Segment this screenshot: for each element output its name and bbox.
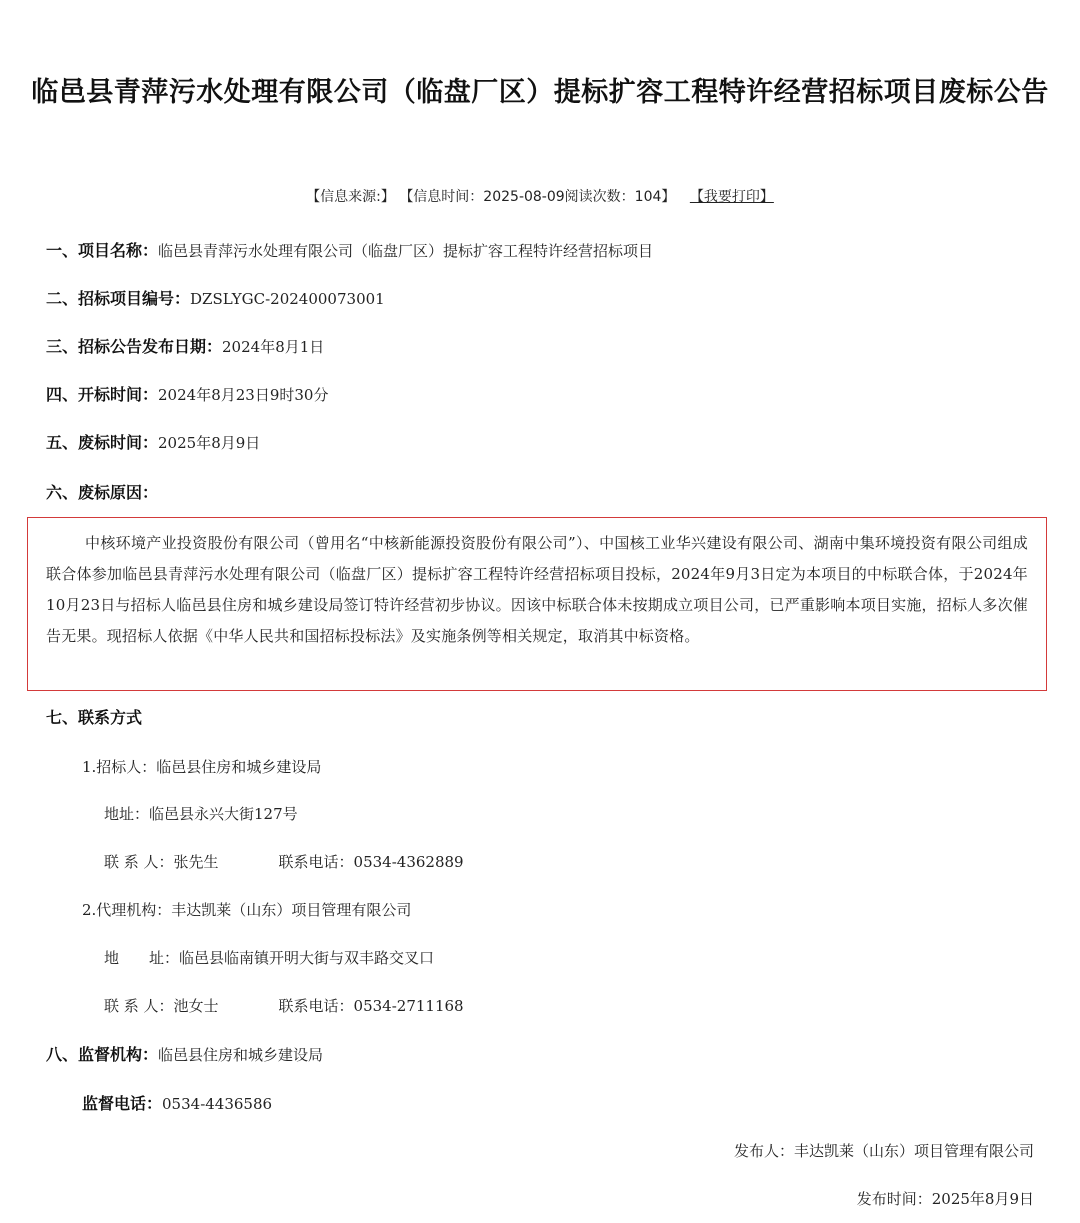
supervision-value: 临邑县住房和城乡建设局 [158,1046,324,1064]
item-bid-opening-time [46,382,328,408]
item-value: 2024年8月1日 [222,338,325,356]
publish-time: 发布时间：2025年8月9日 [856,1190,1034,1208]
item-label: 六、废标原因： [46,483,159,502]
tenderer-contact-row [104,849,464,875]
contact-heading-label: 七、联系方式 [46,708,143,727]
contact-heading [46,705,142,731]
agency-person: 联 系 人：池女士 [104,997,219,1015]
supervision-phone-label: 监督电话： [82,1094,163,1113]
item-project-number [46,286,385,312]
tenderer-person: 联 系 人：张先生 [104,853,219,871]
supervision-row [46,1042,323,1068]
item-label: 二、招标项目编号： [46,289,191,308]
item-cancel-time [46,430,260,456]
cancel-reason-box [27,517,1047,691]
page-title: 临邑县青萍污水处理有限公司（临盘厂区）提标扩容工程特许经营招标项目废标公告 [31,77,1049,108]
supervision-phone-row [82,1091,272,1117]
print-link[interactable]: 【我要打印】 [689,189,774,205]
agency-line: 2.代理机构：丰达凯莱（山东）项目管理有限公司 [82,901,412,919]
publisher: 发布人：丰达凯莱（山东）项目管理有限公司 [733,1142,1034,1160]
supervision-phone-value: 0534-4436586 [162,1095,273,1113]
item-project-name [46,238,653,264]
item-cancel-reason [46,480,158,506]
tenderer-phone: 联系电话：0534-4362889 [278,853,464,871]
info-source: 【信息来源:】 [306,189,395,205]
item-label: 四、开标时间： [46,385,159,404]
tenderer-address: 地址：临邑县永兴大街127号 [104,805,298,823]
item-value: 临邑县青萍污水处理有限公司（临盘厂区）提标扩容工程特许经营招标项目 [158,242,654,260]
agency-address: 地 址：临邑县临南镇开明大街与双丰路交叉口 [104,949,435,967]
info-time: 【信息时间：2025-08-09阅读次数：104】 [399,189,676,205]
item-publish-date [46,334,324,360]
tenderer-line: 1.招标人：临邑县住房和城乡建设局 [82,758,322,776]
item-value: DZSLYGC-202400073001 [190,290,385,308]
item-value: 2024年8月23日9时30分 [158,386,329,404]
item-value: 2025年8月9日 [158,434,261,452]
supervision-label: 八、监督机构： [46,1045,159,1064]
cancel-reason-text: 中核环境产业投资股份有限公司（曾用名“中核新能源投资股份有限公司”）、中国核工业华兴建设有限公司、湖南中集环境投资有限公司组成联合体参加临邑县青萍污水处理有限公司（临盘厂区）提标扩容工程特许经营招标项目投标，2024年9月3日定为本项目的中标联合体，于2024年10月23日与招标人临邑县住房和城乡建设局签订特许经营初步协议。因该中标联合体未按期成立项目公司，已严重影响本项目实施，招标人多次催告无果。现招标人依据《中华人民共和国招标投标法》及实施条例等相关规定，取消其中标资格。 [46,534,1028,645]
item-label: 五、废标时间： [46,433,159,452]
item-label: 三、招标公告发布日期： [46,337,223,356]
agency-contact-row [104,993,464,1019]
agency-phone: 联系电话：0534-2711168 [278,997,464,1015]
item-label: 一、项目名称： [46,241,159,260]
info-meta-bar [0,186,1080,208]
